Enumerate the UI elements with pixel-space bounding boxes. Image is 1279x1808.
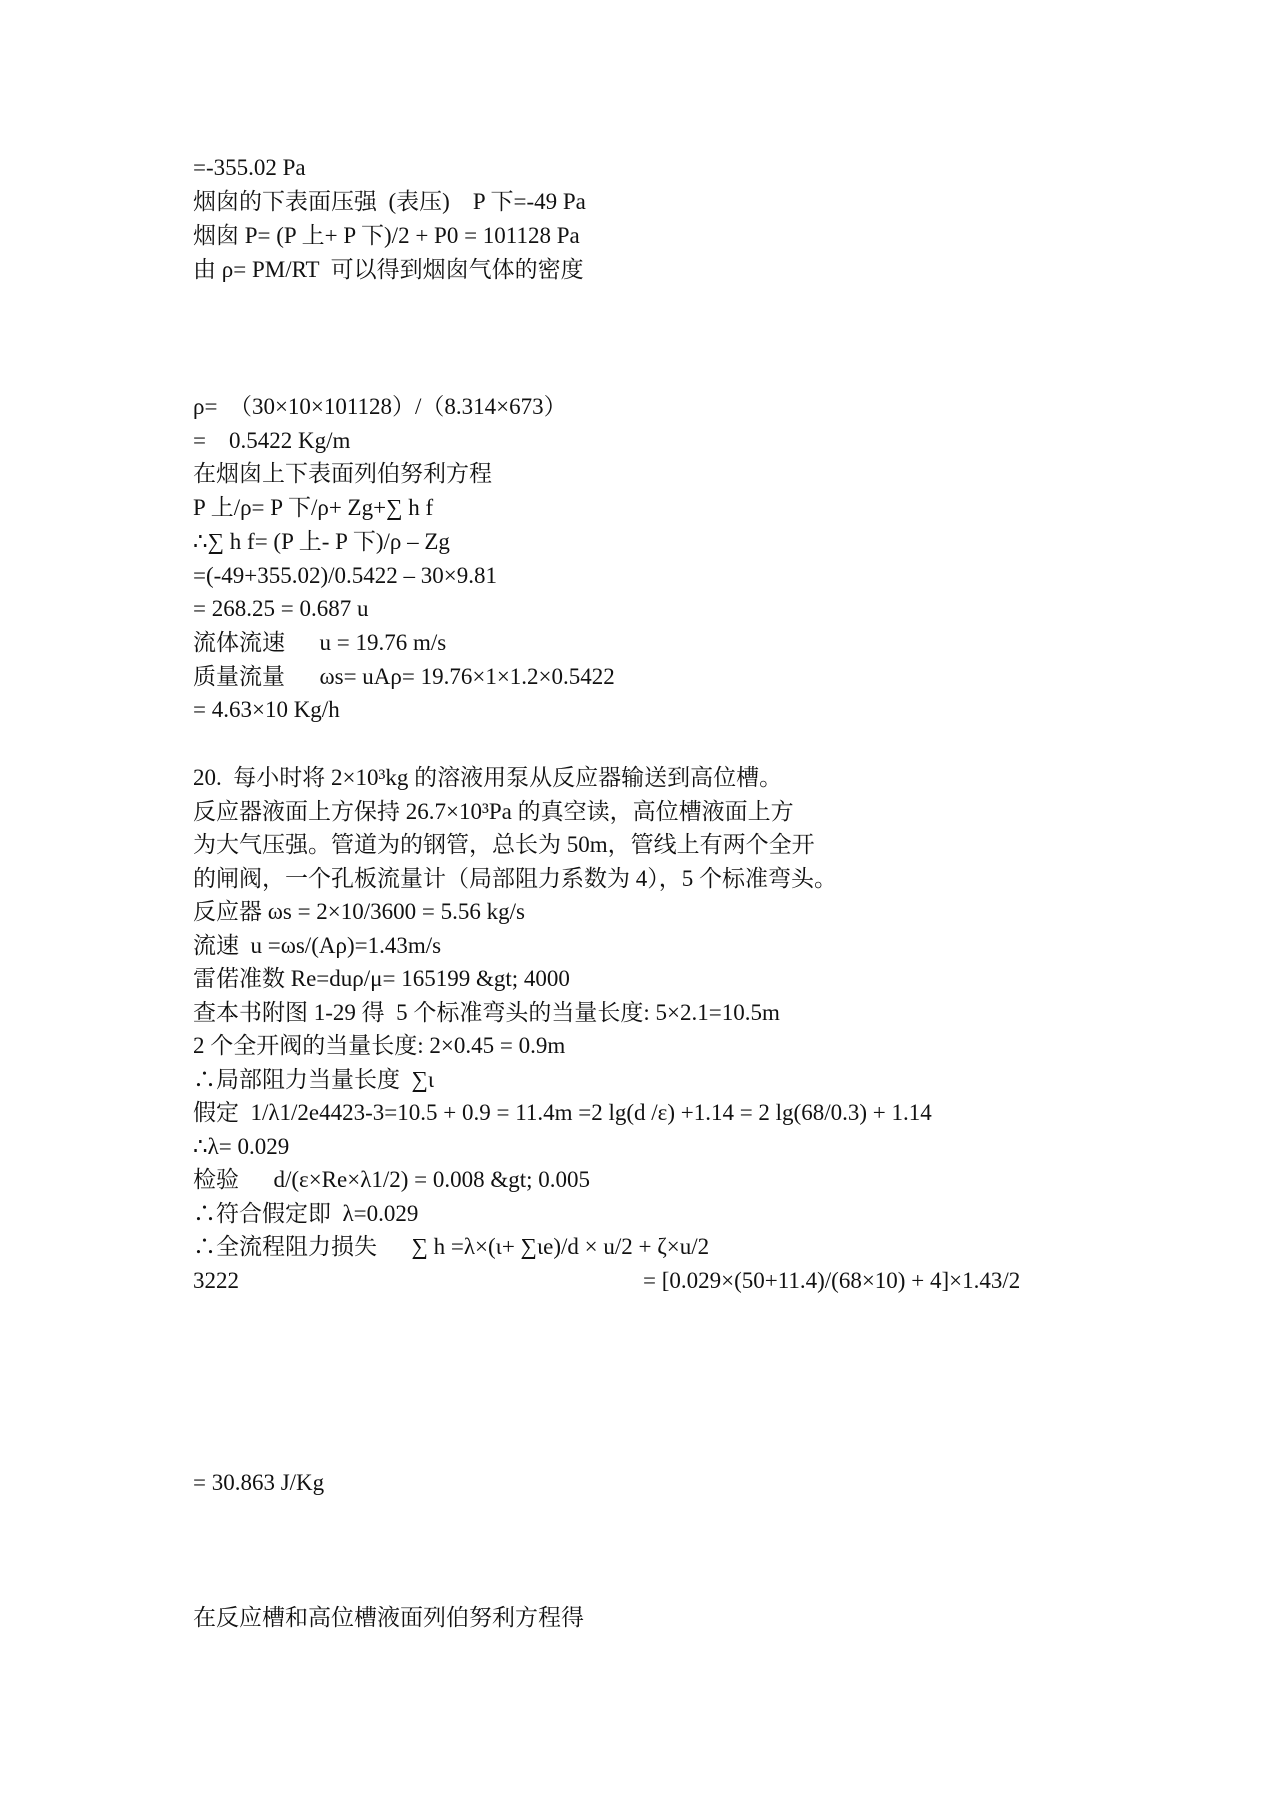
text-line: = 268.25 = 0.687 u	[193, 596, 369, 621]
text-line: 为大气压强。管道为的钢管，总长为 50m，管线上有两个全开	[193, 832, 815, 857]
text-line: ∴λ= 0.029	[193, 1134, 290, 1159]
text-line: 检验 d/(ε×Re×λ1/2) = 0.008 &gt; 0.005	[193, 1167, 591, 1192]
text-line: 在反应槽和高位槽液面列伯努利方程得	[193, 1605, 584, 1630]
text-line: 的闸阀，一个孔板流量计（局部阻力系数为 4），5 个标准弯头。	[193, 866, 837, 891]
text-line: ρ= （30×10×101128）/（8.314×673）	[193, 394, 567, 419]
text-line: 烟囱 P= (P 上+ P 下)/2 + P0 = 101128 Pa	[193, 223, 580, 248]
text-line: 反应器液面上方保持 26.7×10³Pa 的真空读，高位槽液面上方	[193, 799, 794, 824]
text-line: 查本书附图 1-29 得 5 个标准弯头的当量长度: 5×2.1=10.5m	[193, 1000, 780, 1025]
text-line: P 上/ρ= P 下/ρ+ Zg+∑ h f	[193, 495, 434, 520]
text-line: 反应器 ωs = 2×10/3600 = 5.56 kg/s	[193, 899, 525, 924]
text-line: ∴局部阻力当量长度 ∑ι	[193, 1067, 435, 1092]
text-line: 流速 u =ωs/(Aρ)=1.43m/s	[193, 933, 442, 958]
text-line: ∴∑ h f= (P 上- P 下)/ρ – Zg	[193, 529, 450, 554]
text-line: ∴符合假定即 λ=0.029	[193, 1201, 419, 1226]
text-line: =(-49+355.02)/0.5422 – 30×9.81	[193, 563, 498, 588]
text-line: ∴全流程阻力损失 ∑ h =λ×(ι+ ∑ιe)/d × u/2 + ζ×u/2	[193, 1234, 710, 1259]
text-line: 流体流速 u = 19.76 m/s	[193, 630, 447, 655]
text-line: 3222	[193, 1268, 239, 1293]
text-line: 质量流量 ωs= uAρ= 19.76×1×1.2×0.5422	[193, 664, 615, 689]
text-line: 雷偌准数 Re=duρ/μ= 165199 &gt; 4000	[193, 966, 570, 991]
text-line: 20. 每小时将 2×10³kg 的溶液用泵从反应器输送到高位槽。	[193, 765, 783, 790]
text-line: = 30.863 J/Kg	[193, 1470, 325, 1495]
text-line: 由 ρ= PM/RT 可以得到烟囱气体的密度	[193, 257, 584, 282]
text-line: = 0.5422 Kg/m	[193, 428, 351, 453]
text-line: 在烟囱上下表面列伯努利方程	[193, 461, 492, 486]
text-line: 假定 1/λ1/2e4423-3=10.5 + 0.9 = 11.4m =2 lg(d /ε) +1.14 = 2 lg(68/0.3) + 1.14	[193, 1100, 932, 1125]
text-line: =-355.02 Pa	[193, 155, 306, 180]
text-line: 烟囱的下表面压强 (表压) P 下=-49 Pa	[193, 189, 586, 214]
text-line: 2 个全开阀的当量长度: 2×0.45 = 0.9m	[193, 1033, 566, 1058]
text-line: = 4.63×10 Kg/h	[193, 697, 340, 722]
equation-continuation: = [0.029×(50+11.4)/(68×10) + 4]×1.43/2	[643, 1268, 1021, 1293]
